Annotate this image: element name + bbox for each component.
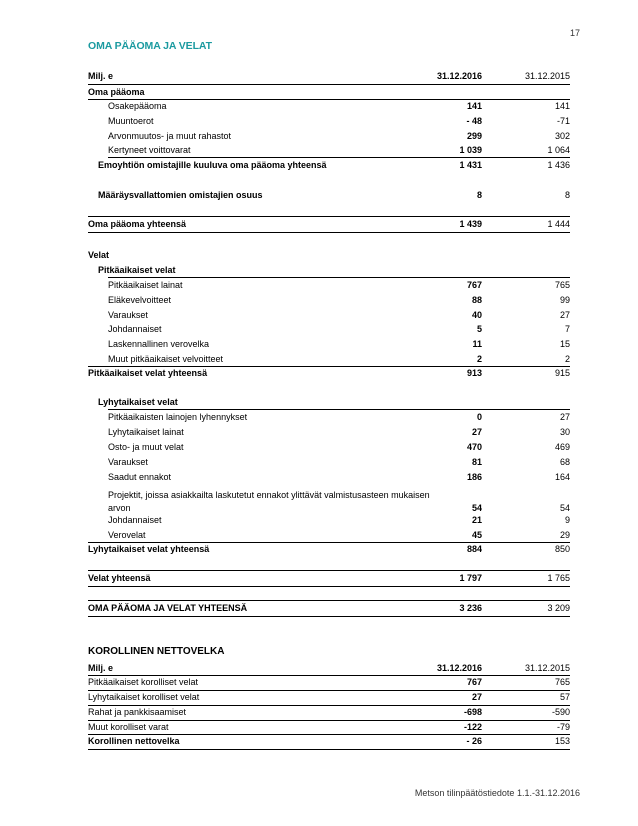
table-row xyxy=(88,690,570,705)
value-2016: 2 xyxy=(476,354,482,364)
row-label: Velat yhteensä xyxy=(88,573,151,583)
value-2015: 3 209 xyxy=(547,603,570,613)
row-label: Lyhytaikaiset velat yhteensä xyxy=(88,544,210,554)
row-label: Pitkäaikaiset lainat xyxy=(108,280,183,290)
value-2015: 1 765 xyxy=(547,573,570,583)
header-col2: 31.12.2015 xyxy=(524,71,570,81)
value-2016: - 48 xyxy=(466,116,482,126)
table-row xyxy=(88,410,570,425)
value-2016: 1 039 xyxy=(459,145,482,155)
table-row xyxy=(88,308,570,323)
value-2016: 884 xyxy=(466,544,482,554)
footer: Metson tilinpäätöstiedote 1.1.-31.12.2016 xyxy=(414,788,580,798)
row-label: Emoyhtiön omistajille kuuluva oma pääoma yhteensä xyxy=(98,160,327,170)
value-2015: 2 xyxy=(564,354,570,364)
table-row xyxy=(88,129,570,144)
value-2015: 54 xyxy=(559,503,570,513)
value-2016: - 26 xyxy=(466,736,482,746)
divider xyxy=(88,616,570,617)
table-row xyxy=(88,513,570,528)
row-label: Muut korolliset varat xyxy=(88,722,169,732)
subtotal-row xyxy=(88,158,570,173)
value-2015: 68 xyxy=(559,457,570,467)
value-2016: 0 xyxy=(476,412,482,422)
value-2016: 1 439 xyxy=(459,219,482,229)
page-number: 17 xyxy=(569,28,580,38)
value-2015: 141 xyxy=(554,101,570,111)
value-2016: 299 xyxy=(466,131,482,141)
row-label: Oma pääoma yhteensä xyxy=(88,219,187,229)
value-2015: 1 444 xyxy=(547,219,570,229)
table-row xyxy=(88,675,570,690)
row-label: Verovelat xyxy=(108,530,146,540)
value-2016: 11 xyxy=(472,339,482,349)
row-label: Lyhytaikaiset velat xyxy=(98,397,178,407)
table-row xyxy=(88,188,570,203)
row-label: OMA PÄÄOMA JA VELAT YHTEENSÄ xyxy=(88,603,248,613)
value-2015: 915 xyxy=(554,368,570,378)
row-label: Johdannaiset xyxy=(108,515,162,525)
row-label: Osakepääoma xyxy=(108,101,167,111)
total-row xyxy=(88,217,570,232)
value-2016: 21 xyxy=(471,515,482,525)
row-label: Lyhytaikaiset lainat xyxy=(108,427,184,437)
header-label: Milj. e xyxy=(88,663,114,673)
value-2016: 767 xyxy=(466,677,482,687)
row-label: Pitkäaikaiset korolliset velat xyxy=(88,677,199,687)
value-2016: 40 xyxy=(471,310,482,320)
value-2016: 54 xyxy=(471,503,482,513)
header-col2: 31.12.2015 xyxy=(524,663,570,673)
value-2015: 765 xyxy=(554,677,570,687)
value-2015: -79 xyxy=(556,722,570,732)
table-header xyxy=(88,661,570,676)
table-row xyxy=(88,528,570,543)
value-2016: 141 xyxy=(466,101,482,111)
table-row xyxy=(88,720,570,735)
divider xyxy=(88,586,570,587)
row-label: Kertyneet voittovarat xyxy=(108,145,191,155)
value-2016: 5 xyxy=(476,324,482,334)
value-2015: 1 064 xyxy=(547,145,570,155)
value-2015: -71 xyxy=(556,116,570,126)
value-2015: 30 xyxy=(559,427,570,437)
row-label: Muut pitkäaikaiset velvoitteet xyxy=(108,354,224,364)
value-2016: 470 xyxy=(466,442,482,452)
value-2016: 81 xyxy=(471,457,482,467)
row-label: Lyhytaikaiset korolliset velat xyxy=(88,692,200,702)
section-title: OMA PÄÄOMA JA VELAT xyxy=(88,40,212,52)
value-2016: -122 xyxy=(463,722,482,732)
subtotal-row xyxy=(88,542,570,557)
header-col1: 31.12.2016 xyxy=(436,663,482,673)
value-2015: 99 xyxy=(559,295,570,305)
value-2015: 15 xyxy=(559,339,570,349)
header-label: Milj. e xyxy=(88,71,114,81)
value-2016: 913 xyxy=(466,368,482,378)
value-2015: 1 436 xyxy=(547,160,570,170)
table-row xyxy=(88,322,570,337)
total-row xyxy=(88,571,570,586)
row-label: Muuntoerot xyxy=(108,116,154,126)
value-2015: 302 xyxy=(554,131,570,141)
value-2015: 7 xyxy=(564,324,570,334)
value-2015: 29 xyxy=(559,530,570,540)
noncurrent-heading xyxy=(88,263,570,278)
row-label: Rahat ja pankkisaamiset xyxy=(88,707,187,717)
value-2015: 765 xyxy=(554,280,570,290)
row-label: Pitkäaikaisten lainojen lyhennykset xyxy=(108,412,248,422)
value-2015: 27 xyxy=(559,310,570,320)
value-2016: 45 xyxy=(471,530,482,540)
divider xyxy=(88,749,570,750)
divider xyxy=(88,232,570,233)
table-row xyxy=(88,486,570,516)
row-label: Määräysvallattomien omistajien osuus xyxy=(98,190,263,200)
row-label: Eläkevelvoitteet xyxy=(108,295,172,305)
value-2015: 469 xyxy=(554,442,570,452)
table-row xyxy=(88,440,570,455)
value-2015: 57 xyxy=(559,692,570,702)
value-2016: 27 xyxy=(471,427,482,437)
net-debt-title: KOROLLINEN NETTOVELKA xyxy=(88,646,225,657)
row-label: Projektit, joissa asiakkailta laskutetut ennakot ylittävät valmistusasteen mukaisen arvon xyxy=(108,490,430,513)
value-2015: 8 xyxy=(564,190,570,200)
table-header xyxy=(88,69,570,84)
table-row xyxy=(88,99,570,114)
table-row xyxy=(88,455,570,470)
table-row xyxy=(88,352,570,367)
value-2016: 3 236 xyxy=(459,603,482,613)
table-row xyxy=(88,337,570,352)
table-row xyxy=(88,470,570,485)
table-row xyxy=(88,425,570,440)
table-row xyxy=(88,293,570,308)
equity-heading xyxy=(88,85,570,100)
row-label: Varaukset xyxy=(108,310,148,320)
row-label: Pitkäaikaiset velat xyxy=(98,265,176,275)
value-2015: 850 xyxy=(554,544,570,554)
total-row xyxy=(88,734,570,749)
value-2015: 164 xyxy=(554,472,570,482)
value-2016: 88 xyxy=(471,295,482,305)
value-2015: 153 xyxy=(554,736,570,746)
row-label: Pitkäaikaiset velat yhteensä xyxy=(88,368,208,378)
table-row xyxy=(88,278,570,293)
row-label: Saadut ennakot xyxy=(108,472,172,482)
row-label: Osto- ja muut velat xyxy=(108,442,184,452)
value-2016: -698 xyxy=(463,707,482,717)
row-label: Johdannaiset xyxy=(108,324,162,334)
grand-total-row xyxy=(88,601,570,616)
row-label: Arvonmuutos- ja muut rahastot xyxy=(108,131,232,141)
table-row xyxy=(88,705,570,720)
value-2016: 186 xyxy=(466,472,482,482)
value-2015: 9 xyxy=(564,515,570,525)
value-2016: 27 xyxy=(471,692,482,702)
value-2016: 767 xyxy=(466,280,482,290)
value-2016: 1 797 xyxy=(459,573,482,583)
row-label: Korollinen nettovelka xyxy=(88,736,180,746)
current-heading xyxy=(88,395,570,410)
value-2015: 27 xyxy=(559,412,570,422)
value-2016: 1 431 xyxy=(459,160,482,170)
subtotal-row xyxy=(88,366,570,381)
row-label: Laskennallinen verovelka xyxy=(108,339,210,349)
value-2016: 8 xyxy=(476,190,482,200)
header-col1: 31.12.2016 xyxy=(436,71,482,81)
row-label: Oma pääoma xyxy=(88,87,145,97)
row-label: Velat xyxy=(88,250,110,260)
liabilities-heading xyxy=(88,248,570,263)
value-2015: -590 xyxy=(551,707,570,717)
table-row xyxy=(88,143,570,158)
table-row xyxy=(88,114,570,129)
row-label: Varaukset xyxy=(108,457,148,467)
